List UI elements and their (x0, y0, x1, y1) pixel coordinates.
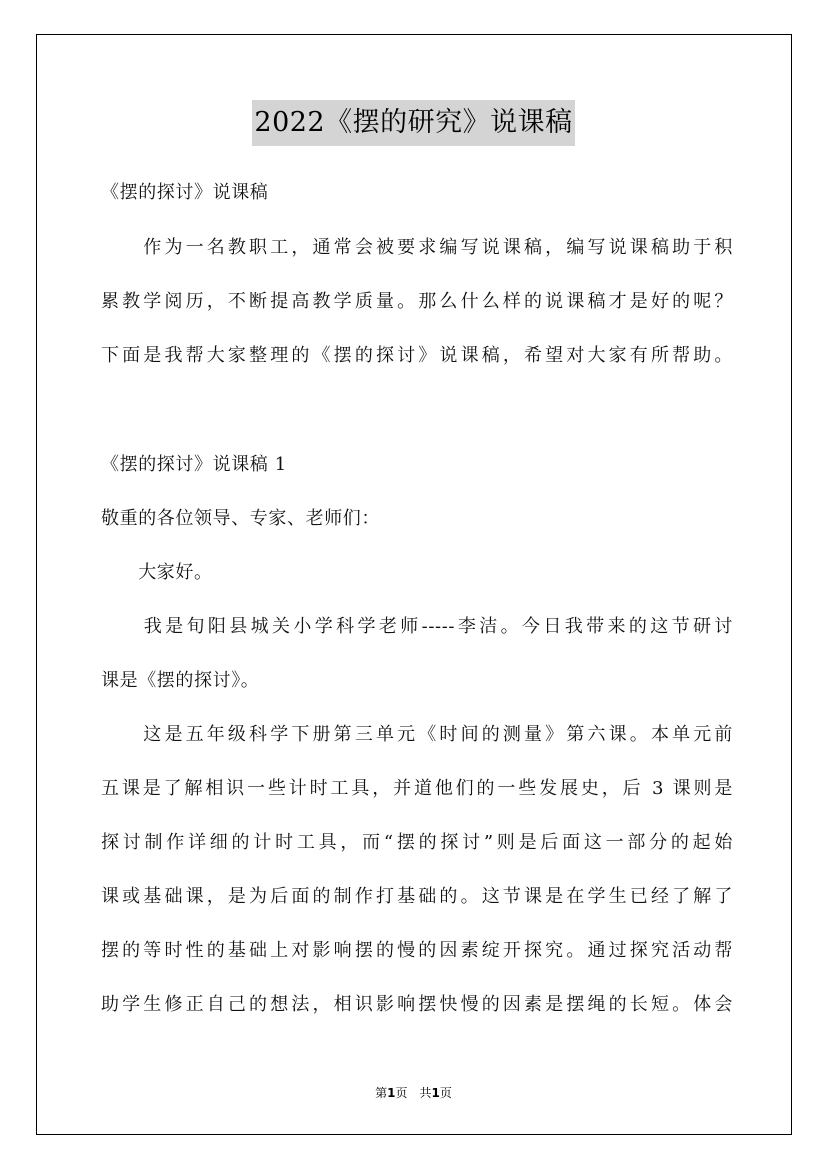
subtitle-line: 《摆的探讨》说课稿 (101, 182, 269, 203)
page-mid: 页 共 (395, 1086, 432, 1100)
paragraph-line: 助学生修正自己的想法，相识影响摆快慢的因素是摆绳的长短。体会 (101, 994, 733, 1015)
paragraph-line: 摆的等时性的基础上对影响摆的慢的因素绽开探究。通过探究活动帮 (101, 940, 733, 961)
page-prefix: 第 (375, 1086, 388, 1100)
paragraph-line: 我是旬阳县城关小学科学老师-----李洁。今日我带来的这节研讨 (101, 616, 733, 637)
paragraph-line: 课或基础课，是为后面的制作打基础的。这节课是在学生已经了解了 (101, 886, 733, 907)
page-total: 1 (431, 1086, 440, 1100)
page-suffix: 页 (439, 1086, 452, 1100)
document-title: 2022《摆的研究》说课稿 (252, 100, 574, 146)
paragraph-line: 课是《摆的探讨》。 (101, 670, 260, 691)
paragraph-line: 累教学阅历，不断提高教学质量。那么什么样的说课稿才是好的呢？ (101, 291, 733, 312)
paragraph-line: 下面是我帮大家整理的《摆的探讨》说课稿，希望对大家有所帮助。 (101, 345, 733, 366)
section-heading: 《摆的探讨》说课稿 1 (101, 454, 287, 475)
title-container (0, 100, 827, 146)
salutation-line: 敬重的各位领导、专家、老师们： (101, 508, 380, 529)
paragraph-line: 五课是了解相识一些计时工具，并道他们的一些发展史，后 3 课则是 (101, 778, 733, 799)
paragraph-line: 这是五年级科学下册第三单元《时间的测量》第六课。本单元前 (101, 724, 733, 745)
greeting-line: 大家好。 (101, 562, 213, 583)
paragraph-line: 作为一名教职工，通常会被要求编写说课稿，编写说课稿助于积 (101, 237, 733, 258)
page-current: 1 (387, 1086, 396, 1100)
paragraph-line: 探讨制作详细的计时工具，而“摆的探讨”则是后面这一部分的起始 (101, 832, 733, 853)
page-footer (0, 1084, 827, 1101)
